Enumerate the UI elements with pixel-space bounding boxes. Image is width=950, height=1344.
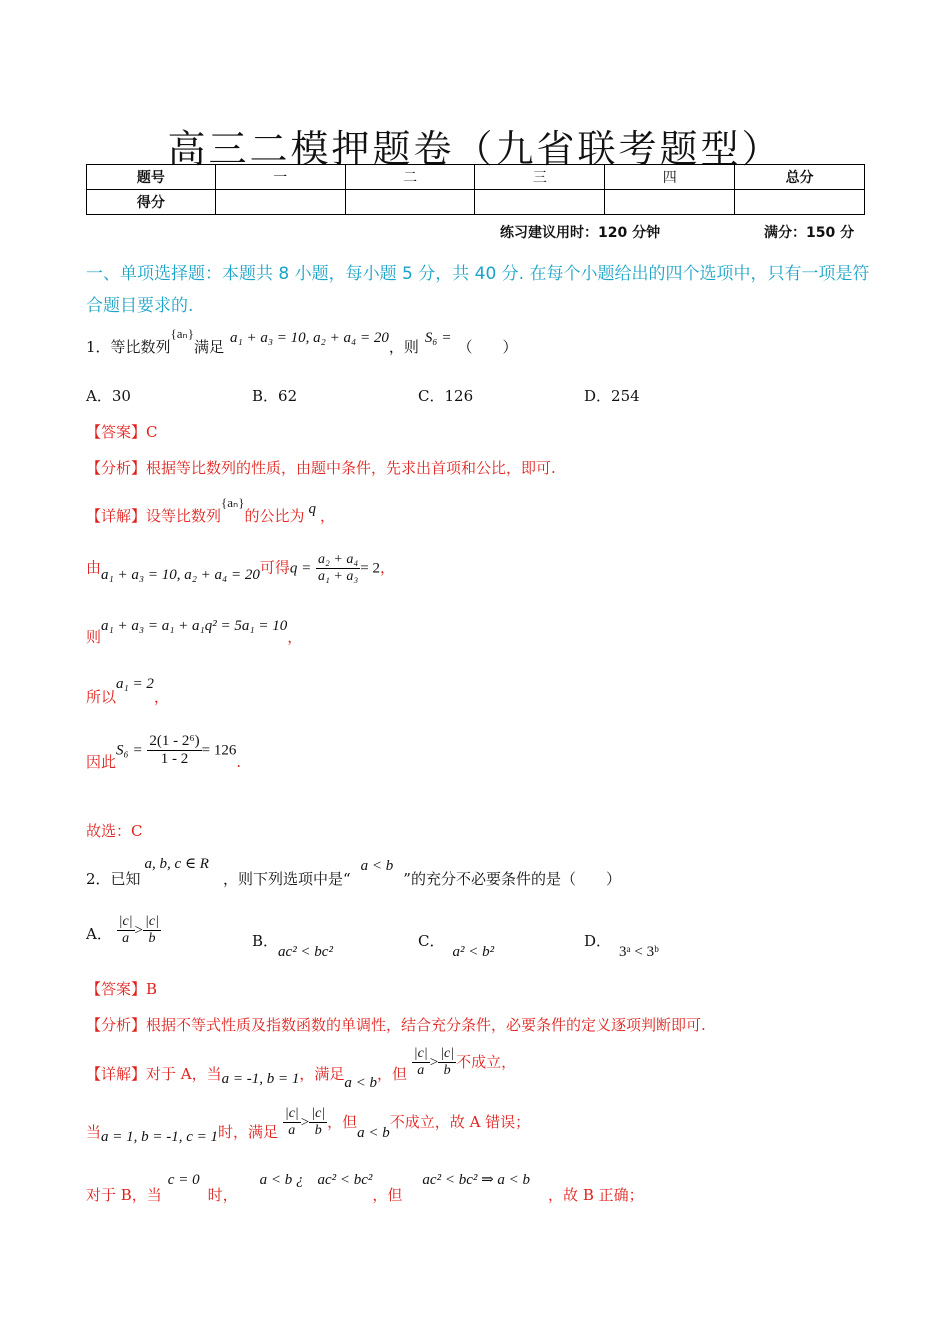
- score-table-header-cell: 题号: [87, 165, 216, 190]
- score-table-header-cell: 三: [475, 165, 605, 190]
- score-row-label: 得分: [87, 190, 216, 215]
- q2-option-b: [252, 930, 333, 960]
- q2-opt-a-num1: |c|: [118, 914, 133, 929]
- q2-option-c-expr: a² < b²: [452, 944, 495, 960]
- q1-step2: [86, 614, 303, 646]
- q2-detail3-m2: ac² < bc²: [317, 1172, 373, 1188]
- q2-d2-gt: >: [300, 1114, 310, 1131]
- q2-opt-a-gt: >: [134, 922, 144, 939]
- score-cell: [475, 190, 605, 215]
- q2-option-d-label: D．: [584, 932, 612, 950]
- score-table-score-row: [87, 190, 865, 215]
- q2-detail1-b: ，满足: [299, 1064, 345, 1083]
- q2-detail3-b: 时，: [207, 1186, 238, 1204]
- q2-stem-c: ”的充分不必要条件的是（ ）: [403, 870, 621, 888]
- q2-detail3-d: ，故 B 正确；: [548, 1186, 644, 1204]
- q1-step1-result: = 2: [360, 560, 380, 577]
- q2-detail3-c: ，但: [372, 1186, 403, 1204]
- q2-opt-a-den1: a: [122, 931, 130, 946]
- q2-d1-num2: |c|: [440, 1046, 455, 1061]
- score-cell: [345, 190, 475, 215]
- q1-stem-c: ，则: [388, 338, 419, 356]
- q1-detail-a: 【详解】设等比数列: [86, 507, 222, 525]
- q2-detail1-frac2: [438, 1046, 456, 1079]
- q2-detail3-c0: c = 0: [167, 1172, 200, 1188]
- q2-detail2-a: 当: [86, 1122, 102, 1141]
- q1-stem-a: 1．等比数列: [86, 338, 171, 356]
- q2-analysis: 【分析】根据不等式性质及指数函数的单调性，结合充分条件，必要条件的定义逐项判断即可.: [86, 1016, 706, 1034]
- q1-detail-c: ，: [319, 507, 335, 525]
- q2-detail2-frac2: [309, 1106, 327, 1139]
- q1-conclusion: 故选：C: [86, 822, 143, 840]
- q2-detail-1: [86, 1046, 517, 1091]
- q1-step4: [86, 733, 242, 771]
- q2-d1-den2: b: [443, 1063, 451, 1078]
- q1-target: S₆ =: [424, 330, 452, 346]
- q1-option-c: C．126: [418, 387, 474, 405]
- q2-detail-2: [86, 1106, 531, 1145]
- q2-option-c: [418, 930, 495, 960]
- q2-option-a: [86, 914, 161, 947]
- q2-given: a, b, c ∈ R: [144, 856, 209, 872]
- q1-step4-numerator: 2(1 - 2⁶): [149, 733, 200, 749]
- q1-step4-a: 因此: [86, 752, 117, 771]
- q2-option-b-label: B．: [252, 932, 279, 950]
- full-score: 满分：150 分: [764, 225, 855, 241]
- q1-step1: [86, 552, 395, 585]
- score-table-header-cell: 二: [345, 165, 475, 190]
- score-cell: [605, 190, 735, 215]
- q1-paren: （ ）: [457, 338, 518, 356]
- q1-step1-b: 可得: [259, 558, 290, 577]
- q2-option-d-expr: 3ᵃ < 3ᵇ: [619, 944, 659, 960]
- score-table-header-cell: 四: [605, 165, 735, 190]
- q2-d2-den1: a: [288, 1123, 296, 1138]
- q1-option-a: A．30: [86, 387, 131, 405]
- q2-answer: 【答案】B: [86, 980, 158, 998]
- q1-step1-cond: a₁ + a₃ = 10, a₂ + a₄ = 20: [101, 566, 260, 583]
- question-2-stem: [86, 856, 621, 889]
- q1-step3: [86, 672, 169, 706]
- q2-detail2-cond: a < b: [357, 1124, 390, 1141]
- q2-opt-a-den2: b: [148, 931, 156, 946]
- q1-condition: a₁ + a₃ = 10, a₂ + a₄ = 20: [230, 330, 389, 346]
- q1-detail-b: 的公比为: [244, 507, 305, 525]
- q2-stem-b: ，则下列选项中是“: [222, 870, 351, 888]
- q1-detail-line: [86, 495, 335, 526]
- q2-option-a-label: A．: [86, 924, 112, 943]
- score-table-header-row: [87, 165, 865, 190]
- q1-step4-fraction: [147, 733, 201, 768]
- q1-answer: 【答案】C: [86, 423, 158, 441]
- document-title: 高三二模押题卷（九省联考题型）: [167, 127, 783, 171]
- q1-option-d: D．254: [584, 387, 640, 405]
- q2-d1-gt: >: [429, 1054, 439, 1071]
- q2-detail2-d: 不成立，故 A 错误；: [389, 1112, 531, 1131]
- q1-step1-fraction: [316, 552, 360, 585]
- q2-d2-num2: |c|: [311, 1106, 326, 1121]
- q1-step1-a: 由: [86, 558, 102, 577]
- q1-detail-q: q: [308, 501, 316, 517]
- q2-d2-den2: b: [314, 1123, 322, 1138]
- q1-stem-b: 满足: [193, 338, 224, 356]
- q2-stem-a: 2．已知: [86, 870, 141, 888]
- q2-detail1-d: 不成立，: [456, 1052, 517, 1071]
- q1-step2-b: ，: [287, 628, 303, 646]
- q1-step4-s: S₆ =: [116, 742, 143, 759]
- q1-step1-numerator: a₂ + a₄: [318, 552, 359, 567]
- q1-detail-seq: {aₙ}: [221, 495, 245, 510]
- q1-step3-a: 所以: [86, 688, 117, 706]
- q2-detail3-m3: ac² < bc² ⇒ a < b: [422, 1172, 531, 1188]
- q1-step4-denominator: 1 - 2: [160, 751, 189, 767]
- q2-option-a-frac1: [117, 914, 135, 947]
- q2-opt-a-num2: |c|: [145, 914, 159, 929]
- q1-step2-a: 则: [86, 628, 102, 646]
- score-cell: [735, 190, 865, 215]
- score-table: [86, 164, 865, 215]
- q1-analysis: 【分析】根据等比数列的性质，由题中条件，先求出首项和公比，即可.: [86, 459, 556, 477]
- q1-step1-denominator: a₁ + a₃: [318, 569, 359, 584]
- q2-condition: a < b: [360, 858, 394, 874]
- question-1-stem: [86, 326, 518, 357]
- q2-detail2-c: ，但: [327, 1112, 358, 1131]
- q2-d1-num1: |c|: [413, 1046, 428, 1061]
- q1-step2-eq: a₁ + a₃ = a₁ + a₁q² = 5a₁ = 10: [101, 618, 288, 634]
- q2-detail1-cond: a < b: [344, 1074, 377, 1091]
- q1-step1-q: q =: [289, 560, 312, 577]
- q1-step3-b: ，: [153, 688, 169, 706]
- section-heading: 一、单项选择题：本题共 8 小题，每小题 5 分，共 40 分. 在每个小题给出的四个选项中，只有一项是符合题目要求的.: [86, 264, 870, 316]
- score-cell: [215, 190, 345, 215]
- q2-detail2-frac1: [283, 1106, 301, 1139]
- q1-option-b: B．62: [252, 387, 298, 405]
- score-table-header-cell: 总分: [735, 165, 865, 190]
- q2-detail-3: [86, 1168, 644, 1204]
- q2-option-d: [584, 930, 659, 960]
- q2-detail1-vals: a = -1, b = 1: [221, 1070, 300, 1087]
- q2-detail1-frac1: [412, 1046, 430, 1079]
- q2-detail3-m1: a < b ¿: [259, 1172, 304, 1188]
- q1-step4-b: .: [236, 752, 242, 771]
- q2-detail2-vals: a = 1, b = -1, c = 1: [101, 1128, 219, 1145]
- q2-d1-den1: a: [417, 1063, 425, 1078]
- q2-detail3-a: 对于 B，当: [86, 1186, 162, 1204]
- q1-step1-c: ，: [379, 558, 395, 577]
- q2-d2-num1: |c|: [284, 1106, 299, 1121]
- q1-step4-result: = 126: [201, 742, 237, 759]
- practice-time: 练习建议用时：120 分钟: [500, 225, 661, 241]
- score-table-header-cell: 一: [215, 165, 345, 190]
- q1-step3-eq: a₁ = 2: [116, 676, 154, 692]
- q2-option-a-frac2: [143, 914, 161, 947]
- q2-detail2-b: 时，满足: [218, 1122, 279, 1141]
- q2-detail1-c: ，但: [377, 1064, 408, 1083]
- q1-seq: {aₙ}: [170, 326, 194, 341]
- q2-option-b-expr: ac² < bc²: [278, 944, 333, 960]
- q2-detail1-a: 【详解】对于 A，当: [86, 1064, 222, 1083]
- q2-option-c-label: C．: [418, 932, 445, 950]
